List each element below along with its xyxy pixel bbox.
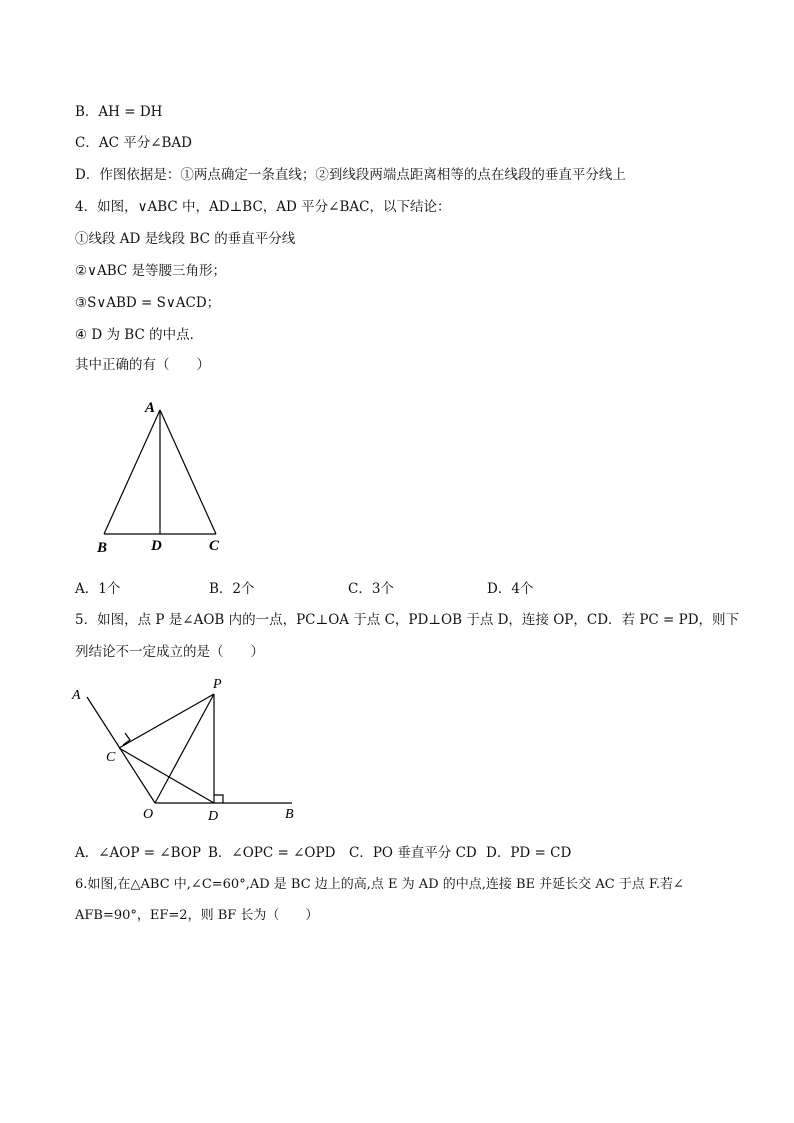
q5-stem-line2: 列结论不一定成立的是（ ） (75, 644, 264, 660)
q4-label-d: D (151, 538, 162, 554)
q5-option-b: B．∠OPC = ∠OPD (208, 845, 336, 861)
q5-label-b: B (285, 807, 294, 822)
q4-option-c: C．3个 (348, 581, 394, 597)
q4-conclusion-4: ④ D 为 BC 的中点． (75, 327, 204, 343)
q4-option-d: D．4个 (487, 581, 534, 597)
q5-right-angle-d (214, 795, 223, 803)
q4-label-c: C (209, 538, 220, 554)
q5-stem-line1: 5．如图，点 P 是∠AOB 内的一点，PC⊥OA 于点 C，PD⊥OB 于点 D，连接 OP，CD．若 PC = PD，则下 (75, 612, 740, 628)
q5-option-d: D．PD = CD (486, 845, 572, 861)
q5-right-angle-c (123, 733, 130, 745)
q5-segment-cd (119, 748, 214, 803)
q5-label-d: D (208, 809, 219, 824)
q4-conclusion-1: ①线段 AD 是线段 BC 的垂直平分线 (75, 231, 296, 247)
q5-label-p: P (213, 677, 222, 692)
q3-option-d: D．作图依据是：①两点确定一条直线；②到线段两端点距离相等的点在线段的垂直平分线上 (75, 167, 626, 183)
q5-label-c: C (106, 750, 116, 765)
q4-label-a: A (145, 400, 156, 416)
q6-stem-line2: AFB=90°，EF=2，则 BF 长为（ ） (75, 908, 319, 923)
q5-option-c: C．PO 垂直平分 CD (349, 845, 477, 861)
q4-option-a: A．1个 (75, 581, 121, 597)
q4-conclusion-2: ②∨ABC 是等腰三角形； (75, 263, 227, 279)
q4-stem: 4．如图，∨ABC 中，AD⊥BC，AD 平分∠BAC，以下结论： (75, 199, 451, 215)
q4-label-b: B (97, 540, 108, 556)
q5-ray-oa (87, 697, 155, 803)
q5-option-a: A．∠AOP = ∠BOP (75, 845, 201, 861)
q4-question: 其中正确的有（ ） (75, 357, 210, 373)
q4-option-b: B．2个 (209, 581, 255, 597)
q3-option-b: B．AH = DH (75, 104, 163, 120)
q6-stem-line1: 6.如图,在△ABC 中,∠C=60°,AD 是 BC 边上的高,点 E 为 AD 的中点,连接 BE 并延长交 AC 于点 F.若∠ (75, 877, 684, 892)
q4-conclusion-3: ③S∨ABD = S∨ACD； (75, 295, 221, 311)
q3-option-c: C．AC 平分∠BAD (75, 135, 193, 151)
q5-label-o: O (143, 807, 154, 822)
q5-label-a: A (72, 688, 81, 703)
